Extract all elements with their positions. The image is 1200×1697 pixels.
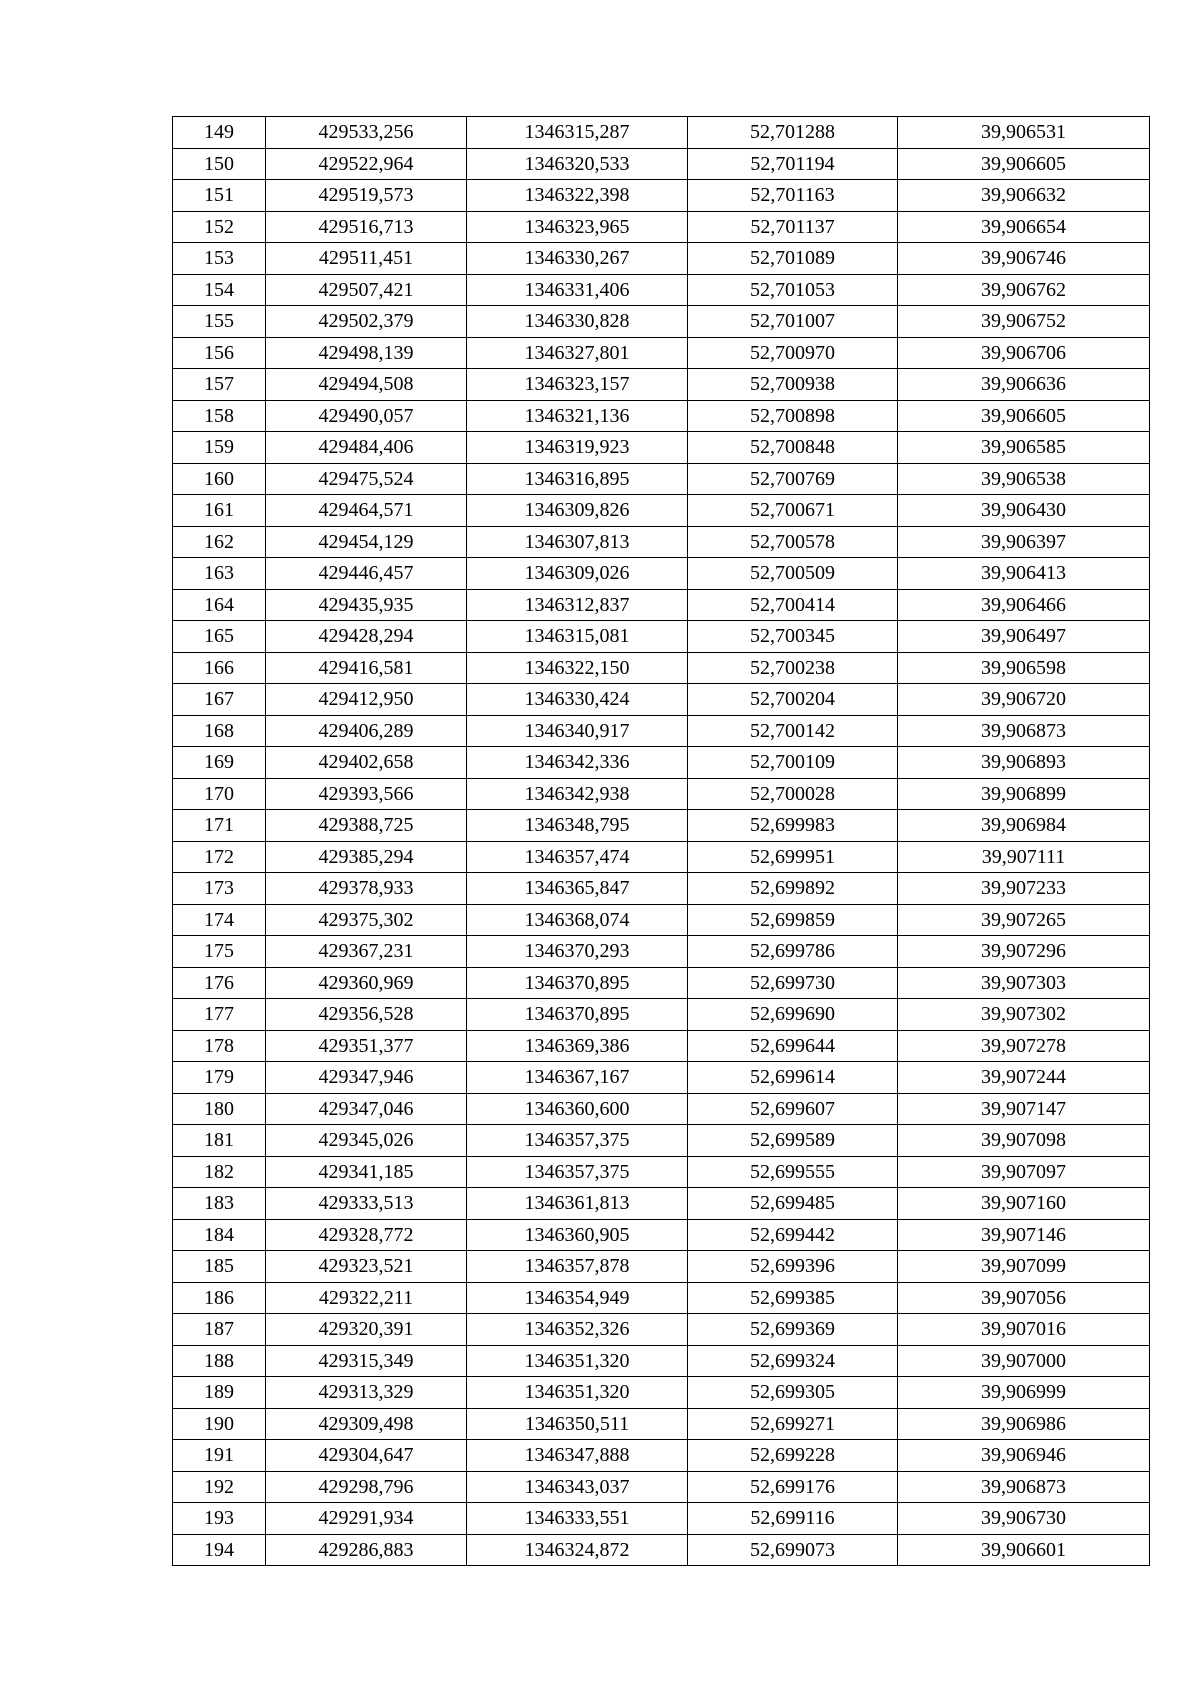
point-number-cell: 155: [173, 306, 266, 338]
point-number-cell: 181: [173, 1125, 266, 1157]
longitude-cell: 39,907160: [898, 1188, 1150, 1220]
x-coordinate-cell: 429345,026: [266, 1125, 467, 1157]
latitude-cell: 52,699271: [688, 1408, 898, 1440]
longitude-cell: 39,907147: [898, 1093, 1150, 1125]
table-row: [173, 778, 1150, 810]
longitude-cell: 39,907233: [898, 873, 1150, 905]
coordinates-table: [172, 116, 1150, 1566]
point-number-cell: 174: [173, 904, 266, 936]
x-coordinate-cell: 429309,498: [266, 1408, 467, 1440]
longitude-cell: 39,906538: [898, 463, 1150, 495]
x-coordinate-cell: 429360,969: [266, 967, 467, 999]
longitude-cell: 39,906605: [898, 400, 1150, 432]
y-coordinate-cell: 1346354,949: [467, 1282, 688, 1314]
point-number-cell: 192: [173, 1471, 266, 1503]
latitude-cell: 52,699690: [688, 999, 898, 1031]
x-coordinate-cell: 429298,796: [266, 1471, 467, 1503]
table-row: [173, 495, 1150, 527]
y-coordinate-cell: 1346323,157: [467, 369, 688, 401]
x-coordinate-cell: 429484,406: [266, 432, 467, 464]
point-number-cell: 180: [173, 1093, 266, 1125]
y-coordinate-cell: 1346360,905: [467, 1219, 688, 1251]
point-number-cell: 170: [173, 778, 266, 810]
point-number-cell: 160: [173, 463, 266, 495]
table-row: [173, 589, 1150, 621]
x-coordinate-cell: 429464,571: [266, 495, 467, 527]
x-coordinate-cell: 429502,379: [266, 306, 467, 338]
longitude-cell: 39,906632: [898, 180, 1150, 212]
latitude-cell: 52,699589: [688, 1125, 898, 1157]
x-coordinate-cell: 429507,421: [266, 274, 467, 306]
longitude-cell: 39,907098: [898, 1125, 1150, 1157]
table-row: [173, 841, 1150, 873]
y-coordinate-cell: 1346324,872: [467, 1534, 688, 1566]
point-number-cell: 188: [173, 1345, 266, 1377]
x-coordinate-cell: 429351,377: [266, 1030, 467, 1062]
y-coordinate-cell: 1346357,878: [467, 1251, 688, 1283]
table-row: [173, 1093, 1150, 1125]
table-row: [173, 558, 1150, 590]
latitude-cell: 52,700414: [688, 589, 898, 621]
table-row: [173, 1440, 1150, 1472]
point-number-cell: 156: [173, 337, 266, 369]
x-coordinate-cell: 429494,508: [266, 369, 467, 401]
x-coordinate-cell: 429412,950: [266, 684, 467, 716]
y-coordinate-cell: 1346348,795: [467, 810, 688, 842]
longitude-cell: 39,907303: [898, 967, 1150, 999]
longitude-cell: 39,906984: [898, 810, 1150, 842]
latitude-cell: 52,699983: [688, 810, 898, 842]
longitude-cell: 39,907099: [898, 1251, 1150, 1283]
y-coordinate-cell: 1346312,837: [467, 589, 688, 621]
table-row: [173, 1251, 1150, 1283]
latitude-cell: 52,699951: [688, 841, 898, 873]
longitude-cell: 39,906893: [898, 747, 1150, 779]
point-number-cell: 190: [173, 1408, 266, 1440]
longitude-cell: 39,906413: [898, 558, 1150, 590]
latitude-cell: 52,700671: [688, 495, 898, 527]
point-number-cell: 165: [173, 621, 266, 653]
longitude-cell: 39,907278: [898, 1030, 1150, 1062]
y-coordinate-cell: 1346360,600: [467, 1093, 688, 1125]
table-row: [173, 1125, 1150, 1157]
x-coordinate-cell: 429322,211: [266, 1282, 467, 1314]
point-number-cell: 173: [173, 873, 266, 905]
table-row: [173, 967, 1150, 999]
latitude-cell: 52,700109: [688, 747, 898, 779]
latitude-cell: 52,699644: [688, 1030, 898, 1062]
longitude-cell: 39,906654: [898, 211, 1150, 243]
latitude-cell: 52,699485: [688, 1188, 898, 1220]
latitude-cell: 52,700509: [688, 558, 898, 590]
point-number-cell: 185: [173, 1251, 266, 1283]
x-coordinate-cell: 429454,129: [266, 526, 467, 558]
y-coordinate-cell: 1346316,895: [467, 463, 688, 495]
point-number-cell: 158: [173, 400, 266, 432]
longitude-cell: 39,906531: [898, 117, 1150, 149]
table-row: [173, 1188, 1150, 1220]
x-coordinate-cell: 429522,964: [266, 148, 467, 180]
latitude-cell: 52,699786: [688, 936, 898, 968]
latitude-cell: 52,700028: [688, 778, 898, 810]
point-number-cell: 154: [173, 274, 266, 306]
point-number-cell: 159: [173, 432, 266, 464]
y-coordinate-cell: 1346351,320: [467, 1377, 688, 1409]
latitude-cell: 52,699073: [688, 1534, 898, 1566]
y-coordinate-cell: 1346368,074: [467, 904, 688, 936]
latitude-cell: 52,701194: [688, 148, 898, 180]
longitude-cell: 39,907146: [898, 1219, 1150, 1251]
y-coordinate-cell: 1346347,888: [467, 1440, 688, 1472]
table-row: [173, 1345, 1150, 1377]
y-coordinate-cell: 1346357,375: [467, 1125, 688, 1157]
table-row: [173, 1377, 1150, 1409]
point-number-cell: 169: [173, 747, 266, 779]
longitude-cell: 39,906706: [898, 337, 1150, 369]
point-number-cell: 150: [173, 148, 266, 180]
latitude-cell: 52,700142: [688, 715, 898, 747]
table-row: [173, 652, 1150, 684]
point-number-cell: 194: [173, 1534, 266, 1566]
longitude-cell: 39,906762: [898, 274, 1150, 306]
point-number-cell: 153: [173, 243, 266, 275]
x-coordinate-cell: 429347,946: [266, 1062, 467, 1094]
latitude-cell: 52,700204: [688, 684, 898, 716]
y-coordinate-cell: 1346370,895: [467, 999, 688, 1031]
table-row: [173, 999, 1150, 1031]
x-coordinate-cell: 429333,513: [266, 1188, 467, 1220]
y-coordinate-cell: 1346315,287: [467, 117, 688, 149]
x-coordinate-cell: 429356,528: [266, 999, 467, 1031]
y-coordinate-cell: 1346361,813: [467, 1188, 688, 1220]
y-coordinate-cell: 1346322,398: [467, 180, 688, 212]
latitude-cell: 52,701288: [688, 117, 898, 149]
point-number-cell: 164: [173, 589, 266, 621]
latitude-cell: 52,699442: [688, 1219, 898, 1251]
latitude-cell: 52,699892: [688, 873, 898, 905]
table-row: [173, 463, 1150, 495]
table-row: [173, 1408, 1150, 1440]
table-row: [173, 1503, 1150, 1535]
latitude-cell: 52,700578: [688, 526, 898, 558]
y-coordinate-cell: 1346330,828: [467, 306, 688, 338]
x-coordinate-cell: 429516,713: [266, 211, 467, 243]
y-coordinate-cell: 1346307,813: [467, 526, 688, 558]
point-number-cell: 162: [173, 526, 266, 558]
table-row: [173, 337, 1150, 369]
x-coordinate-cell: 429519,573: [266, 180, 467, 212]
y-coordinate-cell: 1346331,406: [467, 274, 688, 306]
point-number-cell: 179: [173, 1062, 266, 1094]
latitude-cell: 52,701053: [688, 274, 898, 306]
x-coordinate-cell: 429406,289: [266, 715, 467, 747]
latitude-cell: 52,699228: [688, 1440, 898, 1472]
longitude-cell: 39,907265: [898, 904, 1150, 936]
latitude-cell: 52,699305: [688, 1377, 898, 1409]
longitude-cell: 39,906466: [898, 589, 1150, 621]
latitude-cell: 52,699116: [688, 1503, 898, 1535]
latitude-cell: 52,700238: [688, 652, 898, 684]
longitude-cell: 39,906946: [898, 1440, 1150, 1472]
latitude-cell: 52,701137: [688, 211, 898, 243]
table-row: [173, 715, 1150, 747]
x-coordinate-cell: 429367,231: [266, 936, 467, 968]
latitude-cell: 52,699396: [688, 1251, 898, 1283]
latitude-cell: 52,699369: [688, 1314, 898, 1346]
longitude-cell: 39,906397: [898, 526, 1150, 558]
longitude-cell: 39,907000: [898, 1345, 1150, 1377]
table-row: [173, 904, 1150, 936]
table-row: [173, 1282, 1150, 1314]
y-coordinate-cell: 1346352,326: [467, 1314, 688, 1346]
longitude-cell: 39,906720: [898, 684, 1150, 716]
x-coordinate-cell: 429304,647: [266, 1440, 467, 1472]
latitude-cell: 52,699176: [688, 1471, 898, 1503]
point-number-cell: 168: [173, 715, 266, 747]
point-number-cell: 161: [173, 495, 266, 527]
point-number-cell: 184: [173, 1219, 266, 1251]
longitude-cell: 39,906752: [898, 306, 1150, 338]
y-coordinate-cell: 1346330,424: [467, 684, 688, 716]
x-coordinate-cell: 429475,524: [266, 463, 467, 495]
table-row: [173, 1062, 1150, 1094]
longitude-cell: 39,906746: [898, 243, 1150, 275]
longitude-cell: 39,907296: [898, 936, 1150, 968]
latitude-cell: 52,700898: [688, 400, 898, 432]
x-coordinate-cell: 429313,329: [266, 1377, 467, 1409]
point-number-cell: 167: [173, 684, 266, 716]
x-coordinate-cell: 429416,581: [266, 652, 467, 684]
latitude-cell: 52,700970: [688, 337, 898, 369]
x-coordinate-cell: 429428,294: [266, 621, 467, 653]
y-coordinate-cell: 1346340,917: [467, 715, 688, 747]
latitude-cell: 52,700769: [688, 463, 898, 495]
point-number-cell: 152: [173, 211, 266, 243]
longitude-cell: 39,907302: [898, 999, 1150, 1031]
longitude-cell: 39,906605: [898, 148, 1150, 180]
longitude-cell: 39,906497: [898, 621, 1150, 653]
point-number-cell: 166: [173, 652, 266, 684]
point-number-cell: 177: [173, 999, 266, 1031]
longitude-cell: 39,907111: [898, 841, 1150, 873]
y-coordinate-cell: 1346365,847: [467, 873, 688, 905]
table-row: [173, 243, 1150, 275]
x-coordinate-cell: 429328,772: [266, 1219, 467, 1251]
y-coordinate-cell: 1346322,150: [467, 652, 688, 684]
y-coordinate-cell: 1346309,026: [467, 558, 688, 590]
table-row: [173, 180, 1150, 212]
point-number-cell: 151: [173, 180, 266, 212]
table-row: [173, 684, 1150, 716]
longitude-cell: 39,906601: [898, 1534, 1150, 1566]
y-coordinate-cell: 1346367,167: [467, 1062, 688, 1094]
x-coordinate-cell: 429315,349: [266, 1345, 467, 1377]
y-coordinate-cell: 1346320,533: [467, 148, 688, 180]
point-number-cell: 163: [173, 558, 266, 590]
point-number-cell: 176: [173, 967, 266, 999]
table-row: [173, 873, 1150, 905]
table-row: [173, 1314, 1150, 1346]
point-number-cell: 189: [173, 1377, 266, 1409]
x-coordinate-cell: 429388,725: [266, 810, 467, 842]
y-coordinate-cell: 1346370,895: [467, 967, 688, 999]
x-coordinate-cell: 429347,046: [266, 1093, 467, 1125]
x-coordinate-cell: 429291,934: [266, 1503, 467, 1535]
longitude-cell: 39,906873: [898, 715, 1150, 747]
longitude-cell: 39,906430: [898, 495, 1150, 527]
latitude-cell: 52,700848: [688, 432, 898, 464]
latitude-cell: 52,701007: [688, 306, 898, 338]
longitude-cell: 39,906999: [898, 1377, 1150, 1409]
x-coordinate-cell: 429323,521: [266, 1251, 467, 1283]
y-coordinate-cell: 1346357,474: [467, 841, 688, 873]
x-coordinate-cell: 429435,935: [266, 589, 467, 621]
x-coordinate-cell: 429320,391: [266, 1314, 467, 1346]
x-coordinate-cell: 429498,139: [266, 337, 467, 369]
longitude-cell: 39,907016: [898, 1314, 1150, 1346]
point-number-cell: 182: [173, 1156, 266, 1188]
x-coordinate-cell: 429341,185: [266, 1156, 467, 1188]
longitude-cell: 39,907244: [898, 1062, 1150, 1094]
latitude-cell: 52,700345: [688, 621, 898, 653]
point-number-cell: 171: [173, 810, 266, 842]
latitude-cell: 52,699859: [688, 904, 898, 936]
point-number-cell: 183: [173, 1188, 266, 1220]
point-number-cell: 191: [173, 1440, 266, 1472]
latitude-cell: 52,701163: [688, 180, 898, 212]
latitude-cell: 52,699607: [688, 1093, 898, 1125]
y-coordinate-cell: 1346327,801: [467, 337, 688, 369]
point-number-cell: 149: [173, 117, 266, 149]
longitude-cell: 39,906636: [898, 369, 1150, 401]
y-coordinate-cell: 1346309,826: [467, 495, 688, 527]
y-coordinate-cell: 1346333,551: [467, 1503, 688, 1535]
y-coordinate-cell: 1346323,965: [467, 211, 688, 243]
latitude-cell: 52,699555: [688, 1156, 898, 1188]
latitude-cell: 52,699324: [688, 1345, 898, 1377]
point-number-cell: 172: [173, 841, 266, 873]
table-row: [173, 936, 1150, 968]
y-coordinate-cell: 1346321,136: [467, 400, 688, 432]
table-row: [173, 400, 1150, 432]
table-row: [173, 810, 1150, 842]
y-coordinate-cell: 1346370,293: [467, 936, 688, 968]
table-row: [173, 1219, 1150, 1251]
x-coordinate-cell: 429385,294: [266, 841, 467, 873]
latitude-cell: 52,699385: [688, 1282, 898, 1314]
longitude-cell: 39,906899: [898, 778, 1150, 810]
latitude-cell: 52,700938: [688, 369, 898, 401]
point-number-cell: 193: [173, 1503, 266, 1535]
longitude-cell: 39,906598: [898, 652, 1150, 684]
x-coordinate-cell: 429446,457: [266, 558, 467, 590]
x-coordinate-cell: 429490,057: [266, 400, 467, 432]
table-row: [173, 526, 1150, 558]
y-coordinate-cell: 1346315,081: [467, 621, 688, 653]
table-row: [173, 747, 1150, 779]
table-row: [173, 211, 1150, 243]
x-coordinate-cell: 429533,256: [266, 117, 467, 149]
latitude-cell: 52,699730: [688, 967, 898, 999]
point-number-cell: 187: [173, 1314, 266, 1346]
table-row: [173, 432, 1150, 464]
table-row: [173, 148, 1150, 180]
table-row: [173, 1471, 1150, 1503]
x-coordinate-cell: 429286,883: [266, 1534, 467, 1566]
y-coordinate-cell: 1346343,037: [467, 1471, 688, 1503]
y-coordinate-cell: 1346319,923: [467, 432, 688, 464]
point-number-cell: 178: [173, 1030, 266, 1062]
x-coordinate-cell: 429402,658: [266, 747, 467, 779]
table-row: [173, 621, 1150, 653]
y-coordinate-cell: 1346350,511: [467, 1408, 688, 1440]
longitude-cell: 39,906986: [898, 1408, 1150, 1440]
latitude-cell: 52,701089: [688, 243, 898, 275]
table-row: [173, 369, 1150, 401]
x-coordinate-cell: 429378,933: [266, 873, 467, 905]
y-coordinate-cell: 1346330,267: [467, 243, 688, 275]
point-number-cell: 157: [173, 369, 266, 401]
x-coordinate-cell: 429375,302: [266, 904, 467, 936]
table-row: [173, 1030, 1150, 1062]
longitude-cell: 39,906585: [898, 432, 1150, 464]
y-coordinate-cell: 1346342,938: [467, 778, 688, 810]
y-coordinate-cell: 1346357,375: [467, 1156, 688, 1188]
x-coordinate-cell: 429393,566: [266, 778, 467, 810]
table-row: [173, 274, 1150, 306]
latitude-cell: 52,699614: [688, 1062, 898, 1094]
table-row: [173, 306, 1150, 338]
point-number-cell: 186: [173, 1282, 266, 1314]
x-coordinate-cell: 429511,451: [266, 243, 467, 275]
table-row: [173, 117, 1150, 149]
longitude-cell: 39,906730: [898, 1503, 1150, 1535]
coordinates-table-body: [173, 117, 1150, 1566]
y-coordinate-cell: 1346351,320: [467, 1345, 688, 1377]
y-coordinate-cell: 1346342,336: [467, 747, 688, 779]
table-row: [173, 1156, 1150, 1188]
y-coordinate-cell: 1346369,386: [467, 1030, 688, 1062]
longitude-cell: 39,907097: [898, 1156, 1150, 1188]
point-number-cell: 175: [173, 936, 266, 968]
table-row: [173, 1534, 1150, 1566]
longitude-cell: 39,907056: [898, 1282, 1150, 1314]
longitude-cell: 39,906873: [898, 1471, 1150, 1503]
